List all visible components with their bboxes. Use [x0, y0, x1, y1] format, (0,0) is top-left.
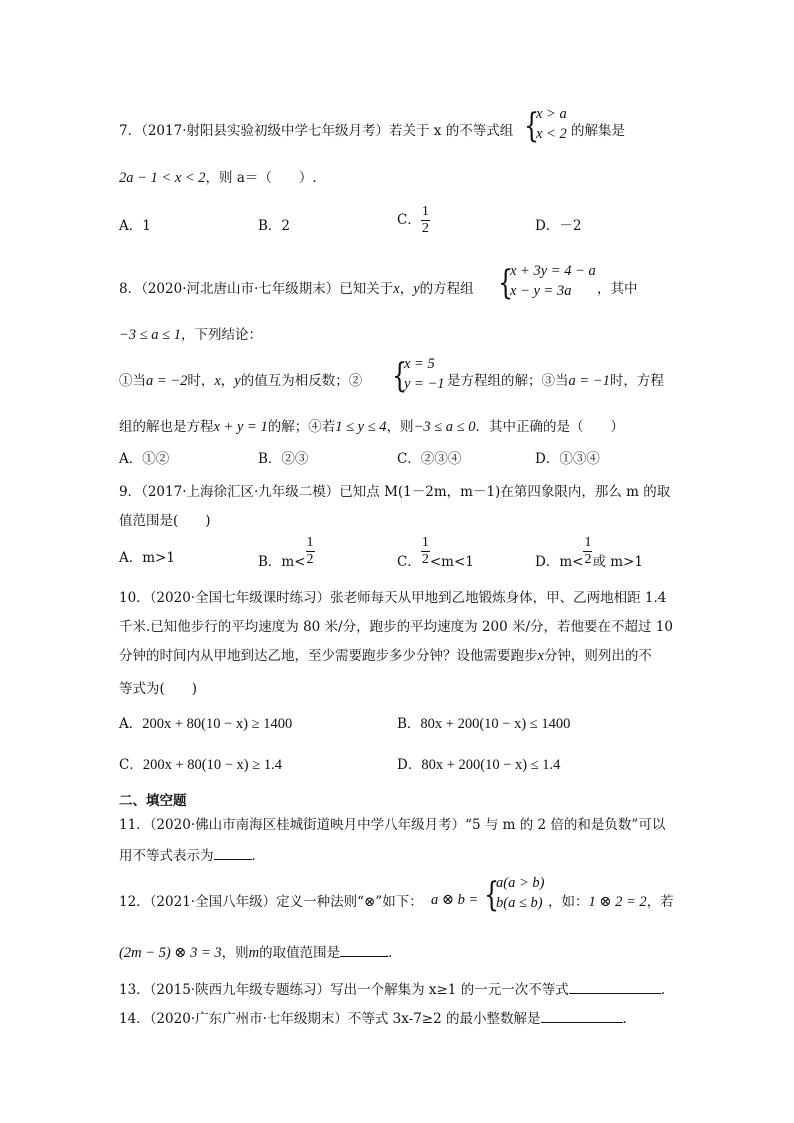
option-rest: 或 m>1 [592, 554, 643, 570]
brace-icon: { [484, 875, 500, 915]
q9-number: 9． [119, 484, 142, 500]
math: a = −1 [568, 373, 610, 389]
q8-system [498, 261, 596, 301]
q10-line4: 等式为( ) [119, 681, 198, 697]
q9-option-a: A．m>1 [119, 550, 175, 566]
inequality-system [524, 104, 567, 144]
q11-stem: “5 与 m 的 2 倍的和是负数”可以 [465, 817, 666, 833]
q9-option-c [397, 535, 474, 568]
text: 分钟，则列出的不 [543, 648, 652, 664]
math: a = −2 [146, 373, 188, 389]
q10-line3 [119, 644, 652, 665]
q8-line2 [119, 323, 262, 344]
option-label: C． [119, 757, 143, 773]
q13-source: （2015·陕西九年级专题练习） [149, 982, 331, 998]
denominator: 2 [421, 552, 429, 567]
q8-source: （2020·河北唐山市·七年级期末） [141, 281, 340, 297]
q7-number: 7． [119, 123, 142, 139]
option-label: B．m< [258, 554, 306, 570]
q8-line4 [119, 415, 624, 436]
section-heading: 二、填空题 [119, 793, 187, 809]
option-label: B． [397, 716, 421, 732]
text: ． [388, 945, 402, 961]
option-label: D．m< [535, 554, 584, 570]
solution-system [392, 354, 445, 394]
system-line-1: x > a [536, 106, 567, 122]
numerator: 1 [421, 535, 429, 550]
answer-blank[interactable] [214, 847, 252, 860]
q10-option-d [397, 753, 560, 774]
text: 时，方程 [609, 373, 664, 389]
text: ，则 [221, 945, 249, 961]
q12-number: 12． [119, 894, 150, 910]
q10-option-a [119, 712, 292, 733]
math: x [537, 648, 544, 664]
q12-line1 [119, 890, 423, 910]
math: (2m − 5) ⊗ 3 = 3 [119, 945, 222, 961]
q8-number: 8． [119, 281, 142, 297]
q10-line2: 千米.已知他步行的平均速度为 80 米/分，跑步的平均速度为 200 米/分，若他要在不超过 10 [119, 619, 673, 635]
text: ， [220, 373, 235, 389]
q7-stem-end: 的解集是 [571, 123, 625, 139]
q8-stem-2: 的方程组 [419, 281, 474, 297]
q8-option-b: B．②③ [258, 451, 309, 467]
text: ．其中正确的是（ ） [475, 419, 625, 435]
option-math: 80x + 200(10 − x) ≤ 1400 [420, 716, 571, 732]
q8-stem-end: ，其中 [597, 281, 638, 297]
answer-blank[interactable] [569, 981, 661, 994]
denominator: 2 [306, 552, 314, 567]
option-label: D． [397, 757, 422, 773]
text: ，则 [386, 419, 414, 435]
piecewise-definition [484, 873, 544, 913]
system-line-2: x − y = 3a [510, 283, 572, 299]
q8-line1 [119, 277, 474, 298]
q11-line2 [119, 844, 265, 864]
q9-stem: 已知点 M(1－2m，m－1)在第四象限内，那么 m 的取 [339, 484, 671, 500]
q13-line [119, 978, 665, 998]
q9-option-b [258, 535, 315, 568]
q14-line [119, 1007, 627, 1027]
q13-stem: 写出一个解集为 x≥1 的一元一次不等式 [330, 982, 569, 998]
q8-range: −3 ≤ a ≤ 1 [119, 327, 181, 343]
q8-option-c: C．②③④ [397, 451, 462, 467]
option-rest: <m<1 [429, 554, 474, 570]
text: 分钟的时间内从甲地到达乙地，至少需要跑步多少分钟？设他需要跑步 [119, 648, 538, 664]
case-2: b(a ≤ b) [496, 895, 543, 911]
q11-line1 [119, 813, 665, 833]
q10-number: 10． [119, 590, 150, 606]
numerator: 1 [306, 535, 314, 550]
q12-def-lhs [431, 889, 478, 909]
answer-blank[interactable] [340, 944, 388, 957]
q12-cases [484, 873, 544, 913]
q8-line3-tail [447, 369, 664, 390]
brace-icon: { [498, 263, 514, 303]
option-label: C． [397, 554, 421, 570]
comma: ， [399, 281, 414, 297]
q7-option-a: A．1 [119, 218, 151, 234]
q11-number: 11． [119, 817, 150, 833]
brace-icon: { [524, 106, 540, 146]
text: 组的解也是方程 [119, 419, 214, 435]
text: 用不等式表示为 [119, 848, 214, 864]
system-line-2: y = −1 [404, 376, 445, 392]
q9-source: （2017·上海徐汇区·九年级二模） [141, 484, 340, 500]
q7-question: ，则 a＝（ ）. [205, 170, 317, 186]
q10-stem: 张老师每天从甲地到乙地锻炼身体，甲、乙两地相距 1.4 [330, 590, 667, 606]
q7-source: （2017·射阳县实验初级中学七年级月考） [141, 123, 389, 139]
q8-lead: ，下列结论： [180, 327, 262, 343]
numerator: 1 [421, 204, 429, 219]
q7-line2 [119, 166, 317, 187]
text: 时， [187, 373, 215, 389]
brace-icon: { [392, 356, 408, 396]
q8-line3 [119, 369, 362, 390]
q7-option-c [397, 204, 430, 237]
q10-option-c [119, 753, 282, 774]
q7-solution-set: 2a − 1 < x < 2 [119, 170, 206, 186]
fraction [306, 535, 315, 568]
math: 1 ≤ y ≤ 4 [335, 419, 387, 435]
math: a ⊗ b = [431, 892, 479, 908]
q11-source: （2020·佛山市南海区桂城街道映月中学八年级月考） [149, 817, 466, 833]
var-x: x [393, 281, 400, 297]
q8-option-a: A．①② [119, 451, 170, 467]
equation-system [498, 261, 596, 301]
q12-line1-tail [548, 890, 674, 911]
math: y [234, 373, 241, 389]
q8-stem: 已知关于 [339, 281, 394, 297]
fraction [421, 204, 430, 237]
q9-line1 [119, 480, 670, 500]
q14-number: 14． [119, 1011, 150, 1027]
q8-solution-system [392, 354, 445, 394]
text: . [660, 982, 665, 998]
q7-system [524, 104, 567, 144]
text: 是方程组的解；③当 [447, 373, 569, 389]
text: 的值互为相反数；② [240, 373, 363, 389]
q10-option-b [397, 712, 570, 733]
option-label: A． [119, 716, 143, 732]
text: 的解；④若 [267, 419, 336, 435]
math: x + y = 1 [213, 419, 268, 435]
q13-number: 13． [119, 982, 150, 998]
fraction [421, 535, 430, 568]
q9-option-d [535, 535, 643, 568]
q7-option-d: D．－2 [535, 218, 582, 234]
q14-source: （2020·广东广州市·七年级期末） [149, 1011, 348, 1027]
q12-stem: 定义一种法则“⊗”如下： [276, 894, 423, 910]
system-line-1: x + 3y = 4 − a [510, 263, 596, 279]
q9-line2: 值范围是( ) [119, 513, 211, 529]
text: 的取值范围是 [259, 945, 341, 961]
q10-source: （2020·全国七年级课时练习） [149, 590, 331, 606]
text: . [622, 1011, 627, 1027]
option-math: 200x + 80(10 − x) ≥ 1.4 [142, 757, 282, 773]
q7-option-b: B．2 [258, 218, 291, 234]
math: 1 ⊗ 2 = 2 [588, 894, 647, 910]
q12-source: （2021·全国八年级） [149, 894, 277, 910]
answer-blank[interactable] [541, 1010, 623, 1023]
case-1: a(a > b) [496, 875, 545, 891]
text: ①当 [119, 373, 146, 389]
q10-line1 [119, 586, 666, 606]
q7-line1 [119, 119, 513, 139]
math: −3 ≤ a ≤ 0 [413, 419, 476, 435]
math: m [248, 945, 260, 961]
q14-stem: 不等式 3x-7≥2 的最小整数解是 [347, 1011, 541, 1027]
text: ，如： [548, 894, 589, 910]
system-line-2: x < 2 [536, 126, 567, 142]
system-line-1: x = 5 [404, 356, 435, 372]
q7-stem: 若关于 x 的不等式组 [389, 123, 514, 139]
option-math: 80x + 200(10 − x) ≤ 1.4 [421, 757, 561, 773]
option-label: C． [397, 212, 421, 228]
q12-line2 [119, 941, 402, 962]
text: ，若 [646, 894, 674, 910]
option-math: 200x + 80(10 − x) ≥ 1400 [142, 716, 293, 732]
var-y: y [413, 281, 420, 297]
denominator: 2 [584, 552, 592, 567]
denominator: 2 [421, 221, 429, 236]
text: ． [251, 848, 265, 864]
q8-option-d: D．①③④ [535, 451, 600, 467]
numerator: 1 [584, 535, 592, 550]
math: x [214, 373, 221, 389]
